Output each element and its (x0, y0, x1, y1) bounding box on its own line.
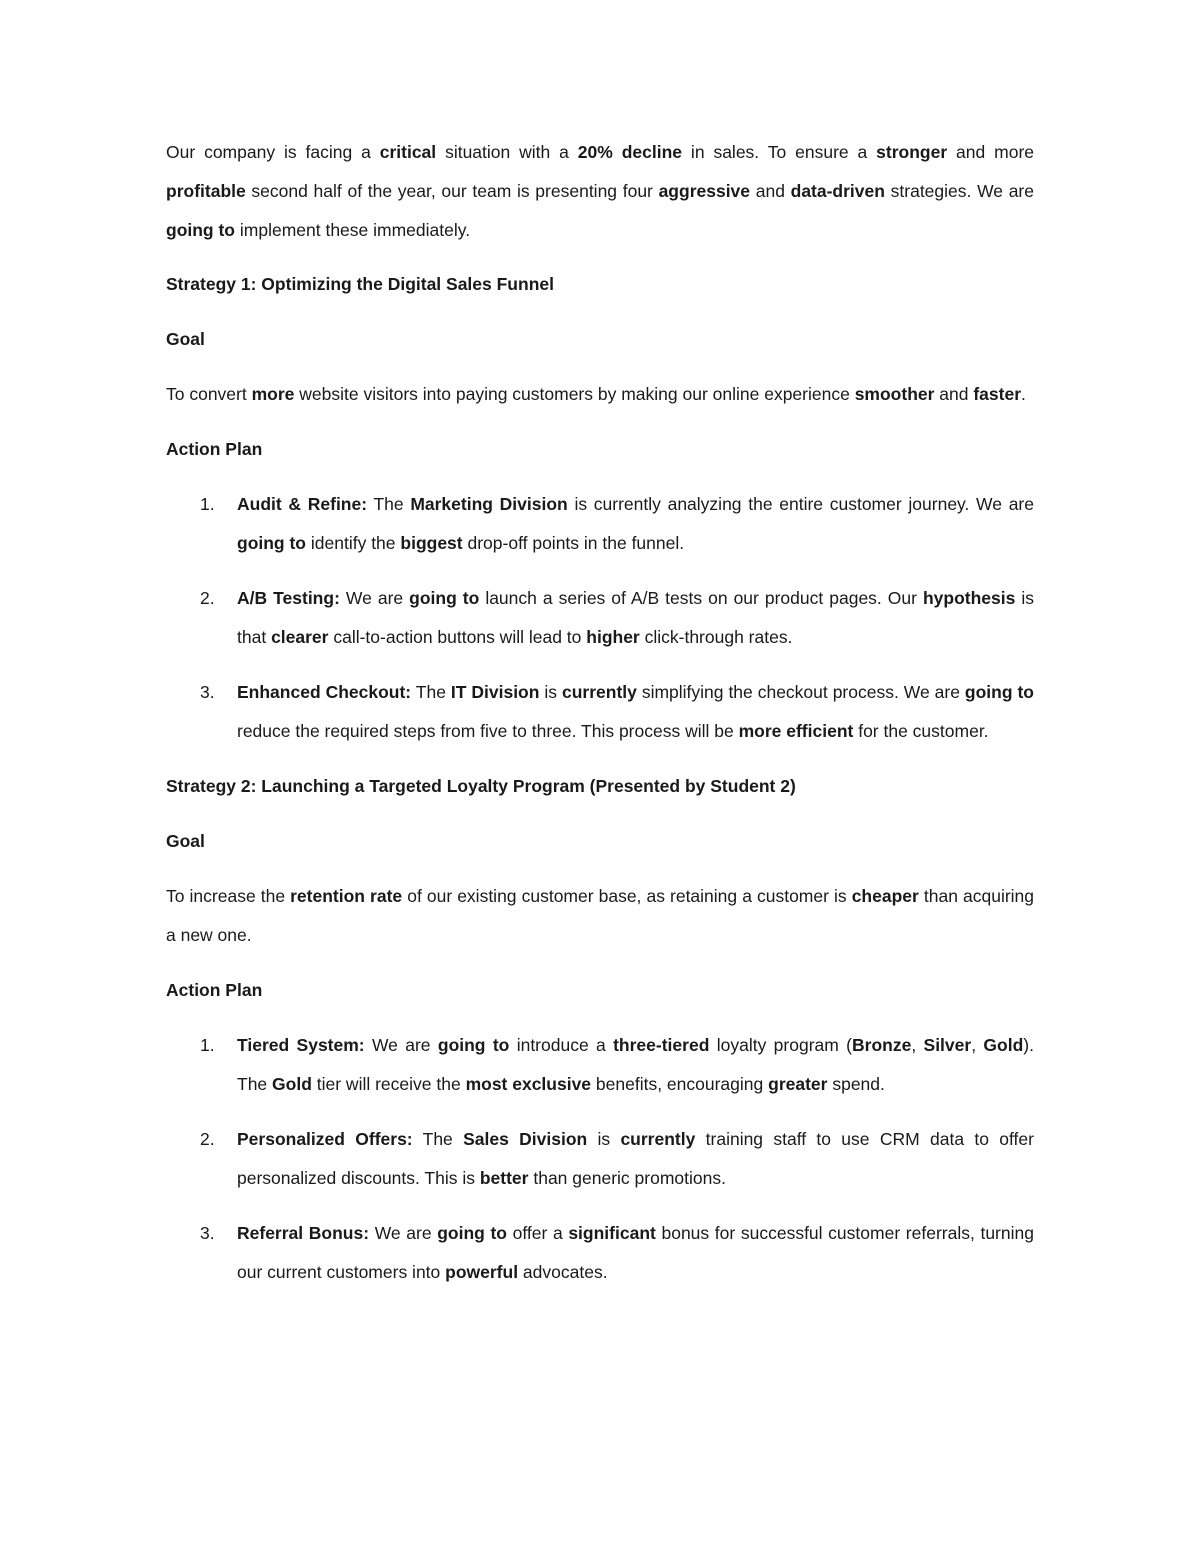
text-run: Our company is facing a (166, 142, 380, 162)
bold-text-run: powerful (445, 1262, 519, 1282)
bold-text-run: more (251, 384, 295, 404)
text-run: is that (237, 588, 1034, 647)
bold-text-run: retention rate (290, 886, 403, 906)
text-run: and (934, 384, 974, 404)
strategy-2-action-list (166, 1026, 1034, 1292)
strategy-1-title: Strategy 1: Optimizing the Digital Sales Funnel (166, 274, 554, 294)
bold-text-run: Enhanced Checkout: (237, 682, 412, 702)
text-run: of our existing customer base, as retaining a customer is (402, 886, 852, 906)
bold-text-run: going to (437, 1223, 507, 1243)
text-run: strategies. We are (884, 181, 1034, 201)
bold-text-run: hypothesis (922, 588, 1016, 608)
bold-text-run: better (479, 1168, 529, 1188)
list-item-number: 1. (200, 494, 215, 514)
text-run: situation with a (436, 142, 578, 162)
bold-text-run: most exclusive (465, 1074, 592, 1094)
text-run: ). The (237, 1035, 1034, 1094)
bold-text-run: Silver (923, 1035, 972, 1055)
text-run: introduce a (509, 1035, 614, 1055)
bold-text-run: smoother (854, 384, 935, 404)
bold-text-run: greater (768, 1074, 828, 1094)
text-run: call-to-action buttons will lead to (328, 627, 587, 647)
list-item-text (237, 1035, 1034, 1094)
bold-text-run: significant (568, 1223, 656, 1243)
bold-text-run: going to (437, 1035, 510, 1055)
bold-text-run: Bronze (852, 1035, 912, 1055)
bold-text-run: Sales Division (463, 1129, 588, 1149)
list-item-number: 3. (200, 682, 215, 702)
text-run: advocates. (518, 1262, 608, 1282)
text-run: implement these immediately. (235, 220, 471, 240)
text-run: identify the (306, 533, 401, 553)
bold-text-run: Personalized Offers: (237, 1129, 413, 1149)
text-run: spend. (827, 1074, 885, 1094)
strategy-2-goal-heading: Goal (166, 831, 205, 851)
text-run: We are (339, 588, 410, 608)
text-run: reduce the required steps from five to three. This process will be (237, 721, 739, 741)
bold-text-run: Audit & Refine: (237, 494, 368, 514)
bold-text-run: critical (379, 142, 437, 162)
list-item-text (237, 682, 1034, 741)
text-run: The (411, 682, 451, 702)
text-run: than generic promotions. (528, 1168, 726, 1188)
text-run: in sales. To ensure a (682, 142, 877, 162)
list-item-number: 2. (200, 588, 215, 608)
text-run: than acquiring a new one. (166, 886, 1035, 945)
text-run: The (367, 494, 411, 514)
text-run: loyalty program ( (709, 1035, 852, 1055)
text-run: , (911, 1035, 924, 1055)
text-run: and more (947, 142, 1035, 162)
bold-text-run: going to (166, 220, 236, 240)
text-run: launch a series of A/B tests on our product pages. Our (479, 588, 923, 608)
bold-text-run: going to (964, 682, 1034, 702)
bold-text-run: biggest (400, 533, 463, 553)
text-run: and (750, 181, 791, 201)
intro-paragraph (166, 133, 1034, 250)
bold-text-run: Gold (272, 1074, 312, 1094)
strategy-1-goal-heading: Goal (166, 329, 205, 349)
bold-text-run: going to (237, 533, 307, 553)
list-item-text (237, 1223, 1034, 1282)
text-run: simplifying the checkout process. We are (636, 682, 965, 702)
bold-text-run: Tiered System: (237, 1035, 365, 1055)
strategy-1-action-plan-heading: Action Plan (166, 439, 263, 459)
bold-text-run: data-driven (790, 181, 885, 201)
list-item (166, 1214, 1034, 1292)
bold-text-run: currently (561, 682, 637, 702)
list-item (166, 485, 1034, 563)
list-item-number: 1. (200, 1035, 215, 1055)
text-run: We are (364, 1035, 438, 1055)
text-run: The (412, 1129, 464, 1149)
text-run: second half of the year, our team is presenting four (245, 181, 659, 201)
text-run: is currently analyzing the entire customer journey. We are (567, 494, 1034, 514)
text-run: To increase the (166, 886, 291, 906)
text-run: , (971, 1035, 984, 1055)
list-item-text (237, 494, 1034, 553)
text-run: offer a (506, 1223, 569, 1243)
text-run: drop-off points in the funnel. (462, 533, 685, 553)
text-run: for the customer. (853, 721, 989, 741)
text-run: website visitors into paying customers by making our online experience (294, 384, 855, 404)
list-item (166, 673, 1034, 751)
text-run: is (587, 1129, 621, 1149)
bold-text-run: aggressive (658, 181, 751, 201)
list-item-number: 2. (200, 1129, 215, 1149)
bold-text-run: faster (973, 384, 1022, 404)
text-run: is (539, 682, 562, 702)
bold-text-run: IT Division (450, 682, 540, 702)
bold-text-run: clearer (271, 627, 329, 647)
list-item-text (237, 588, 1034, 647)
strategy-2-action-plan-heading: Action Plan (166, 980, 263, 1000)
bold-text-run: higher (586, 627, 640, 647)
bold-text-run: going to (409, 588, 480, 608)
list-item (166, 579, 1034, 657)
bold-text-run: three-tiered (613, 1035, 710, 1055)
bold-text-run: more efficient (738, 721, 854, 741)
strategy-2-title: Strategy 2: Launching a Targeted Loyalty Program (Presented by Student 2) (166, 776, 796, 796)
text-run: To convert (166, 384, 252, 404)
bold-text-run: 20% decline (577, 142, 683, 162)
text-run: . (1021, 384, 1026, 404)
bold-text-run: profitable (166, 181, 246, 201)
text-run: training staff to use CRM data to offer personalized discounts. This is (237, 1129, 1034, 1188)
text-run: benefits, encouraging (591, 1074, 769, 1094)
bold-text-run: cheaper (851, 886, 919, 906)
strategy-1-goal-text (166, 375, 1034, 414)
text-run: We are (369, 1223, 438, 1243)
list-item-text (237, 1129, 1034, 1188)
bold-text-run: stronger (876, 142, 948, 162)
bold-text-run: currently (620, 1129, 696, 1149)
bold-text-run: Marketing Division (410, 494, 568, 514)
text-run: bonus for successful customer referrals, turning our current customers into (237, 1223, 1034, 1282)
strategy-1-action-list (166, 485, 1034, 751)
list-item-number: 3. (200, 1223, 215, 1243)
bold-text-run: Referral Bonus: (237, 1223, 370, 1243)
strategy-2-goal-text (166, 877, 1034, 955)
text-run: click-through rates. (639, 627, 793, 647)
text-run: tier will receive the (311, 1074, 466, 1094)
bold-text-run: Gold (983, 1035, 1024, 1055)
bold-text-run: A/B Testing: (237, 588, 340, 608)
list-item (166, 1026, 1034, 1104)
list-item (166, 1120, 1034, 1198)
